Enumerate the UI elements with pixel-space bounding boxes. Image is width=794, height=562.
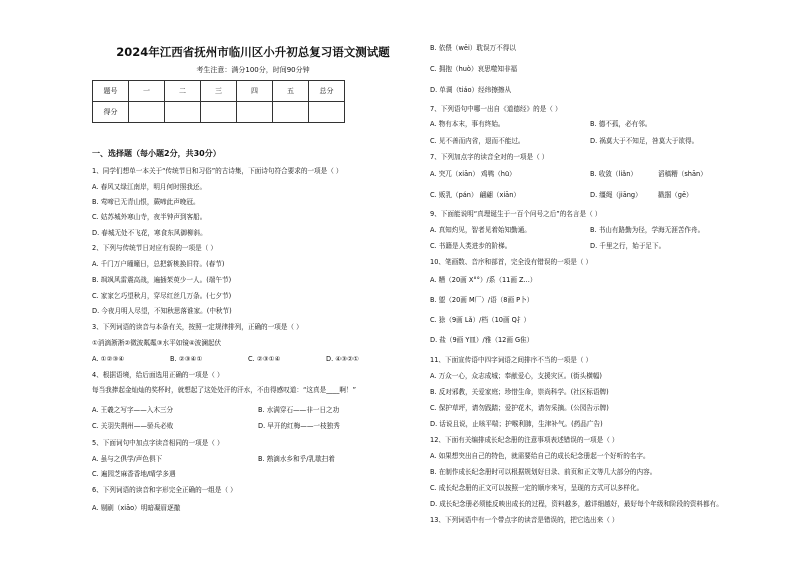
question-line: 11、下面宣传语中四字词语之间排序不当的一项是（ ） (430, 356, 593, 364)
option-line: D. 今夜月明人尽望，不知秋思落谁家。(中秋节) (92, 307, 232, 315)
option-line: D. 缰绳（jiāng） (590, 191, 642, 199)
sequence-line: ①消滴淅淅②微波粼粼③水平如镜④波澜起伏 (92, 339, 222, 347)
section-heading: 一、选择题（每小题2分，共30分） (92, 149, 221, 158)
option-line: C. ②③①④ (248, 355, 281, 363)
question-line: 13、下列词语中有一个带点字的读音是错误的，把它选出来（ ） (430, 516, 619, 524)
question-line: 7、下列语句中哪一出自《道德经》的是（ ） (430, 105, 562, 113)
option-line: D. 春城无处不飞花，寒食东风御柳斜。 (92, 229, 207, 237)
option-line: B. 水满穿石——非一日之功 (258, 406, 340, 414)
score-input-cell[interactable] (237, 102, 273, 123)
score-header-cell: 总分 (309, 81, 345, 102)
option-line: C. 关羽失荆州——骄兵必败 (92, 422, 174, 430)
option-line: C. 成长纪念册的正文可以按照一定的顺序来写，呈现的方式可以多样化。 (430, 484, 644, 492)
option-line: A. 虽与之俱学/声色俱下 (92, 455, 163, 463)
option-line: D. 成长纪念册必须能反映出成长的过程，资料越多，越详细越好，最好每个年级和阶段的资料都有。 (430, 500, 723, 508)
option-line: C. 狳（9画 Lǎ）/档（10画 Q扌） (430, 316, 531, 324)
option-line: A. 物有本末，事有终始。 (430, 120, 505, 128)
option-line: D. 单调（tiáo）经纬擦擦从 (430, 86, 512, 94)
option-line: B. 在制作成长纪念册时可以根据规划好目录、前页和正文等几大部分的内容。 (430, 468, 657, 476)
option-line: A. 春风又绿江南岸，明月何时照我还。 (92, 183, 207, 191)
score-header-cell: 题号 (93, 81, 129, 102)
option-line: C. 家家乞巧望秋月，穿尽红丝几万条。(七夕节) (92, 292, 232, 300)
question-line: 3、下列词语的读音与本条有关，按照一定规律排列，正确的一项是（ ） (92, 323, 303, 331)
score-input-cell[interactable] (273, 102, 309, 123)
score-header-row (93, 81, 345, 102)
option-line: 滔稿糟（shān） (658, 170, 707, 178)
option-line: A. 剔刷（xiāo）明暗凝眉逐撤 (92, 504, 181, 512)
option-line: C. 见不善而内省，退而不能过。 (430, 137, 525, 145)
score-header-cell: 三 (201, 81, 237, 102)
page-title: 2024年江西省抚州市临川区小升初总复习语文测试题 (116, 45, 390, 59)
score-header-cell: 四 (237, 81, 273, 102)
option-line: D. 盐（9画 Y皿）/雅（12画 G隹） (430, 336, 534, 344)
score-header-cell: 二 (165, 81, 201, 102)
question-line: 4、根据语境，给后面选用正确的一项是（ ） (92, 371, 224, 379)
score-table (92, 80, 345, 123)
right-page (430, 0, 760, 562)
option-line: B. 书山有路勤为径，学海无涯苦作舟。 (590, 226, 705, 234)
option-line: C. 姑苏城外寒山寺，夜半钟声到客船。 (92, 213, 207, 221)
option-line: A. 如果想突出自己的特色，就需要给自己的成长纪念册起一个好听的名字。 (430, 452, 650, 460)
option-line: B. ②③④① (170, 355, 203, 363)
option-line: B. 反对邪教，关爱家庭；珍惜生命，崇尚科学。(社区标语牌) (430, 388, 609, 396)
option-line: A. 糟（20画 X°°）/系（11画 Z...） (430, 276, 537, 284)
question-line: 10、笔画数、音序和部首，完全没有错误的一项是（ ） (430, 258, 593, 266)
question-line: 1、同学们想单一本关于“传统节日和习俗”的古诗集，下面诗句符合要求的一项是（ ） (92, 167, 343, 175)
question-line: 9、下面能说明“真理诞生于一百个问号之后”的名言是（ ） (430, 210, 602, 218)
exam-notice: 考生注意：满分100分，时间90分钟 (196, 66, 310, 74)
score-row-label: 得分 (93, 102, 129, 123)
option-line: D. ④③②① (326, 355, 359, 363)
score-input-cell[interactable] (129, 102, 165, 123)
question-line: 7、下列加点字的读音全对的一项是（ ） (430, 153, 549, 161)
option-line: A. 王羲之写字——入木三分 (92, 406, 174, 414)
option-line: B. 依偎（wēi）耽误万不得以 (430, 44, 516, 52)
option-line: B. 莺啼已无青山恨，蕨啼此声晚冠。 (92, 198, 200, 206)
score-input-cell[interactable] (309, 102, 345, 123)
score-value-row (93, 102, 345, 123)
option-line: A. ①②③④ (92, 355, 125, 363)
option-line: C. 贩乳（pán） 翩翩（xiān） (430, 191, 521, 199)
left-page (88, 0, 418, 562)
option-line: D. 千里之行，始于足下。 (590, 242, 666, 250)
question-line: 2、下列与传统节日对应有误的一项是（ ） (92, 244, 217, 252)
question-line: 12、下面有关编排成长纪念册的注意事项表述错误的一项是（ ） (430, 436, 619, 444)
option-line: B. 熟滴水乡和乎/乳歇扫着 (258, 455, 335, 463)
question-line: 5、下面词句中加点字读音相同的一项是（ ） (92, 439, 224, 447)
option-line: D. 早开的红梅——一枝独秀 (258, 422, 340, 430)
option-line: A. 万众一心，众志成城；奉献爱心，支援灾区。(街头横幅) (430, 372, 602, 380)
option-line: C. 拥抱（huò）哀思噬知非福 (430, 65, 518, 73)
option-line: 戳掴（gē） (658, 191, 693, 199)
option-line: C. 保护草坪，请勿践踏；爱护花木，请勿采摘。(公园告示牌) (430, 404, 609, 412)
score-header-cell: 五 (273, 81, 309, 102)
option-line: A. 突兀（xiān） 鸡鸭（hū） (430, 170, 516, 178)
option-line: B. 收敛（liǎn） (590, 170, 637, 178)
question-line: 6、下列词语的读音和字形完全正确的一组是（ ） (92, 486, 237, 494)
option-line: C. 书籍是人类进步的阶梯。 (430, 242, 512, 250)
option-line: D. 话说且说，止咳平喘；护喉利肺，生津补气。(药品广告) (430, 420, 603, 428)
option-line: B. 德不孤，必有邻。 (590, 120, 652, 128)
score-header-cell: 一 (129, 81, 165, 102)
context-line: 每当我捧起金灿灿的奖杯时，就想起了这处处汗的汗水，不由得感叹道：“这真是____啊！” (92, 386, 356, 394)
option-line: A. 真知灼见，智者见着始知勤通。 (430, 226, 531, 234)
option-line: B. 飒飒风雷震高战，遍插茱萸少一人。(端午节) (92, 276, 232, 284)
option-line: D. 祸莫大于不知足，咎莫大于欲得。 (590, 137, 699, 145)
score-input-cell[interactable] (201, 102, 237, 123)
option-line: C. 遍园芝麻香香地/晴学多遇 (92, 470, 176, 478)
option-line: B. 盥（20画 M厂）/语（8画 P卜） (430, 296, 534, 304)
score-input-cell[interactable] (165, 102, 201, 123)
option-line: A. 千门万户曈曈日，总把新桃换旧符。(春节) (92, 260, 225, 268)
